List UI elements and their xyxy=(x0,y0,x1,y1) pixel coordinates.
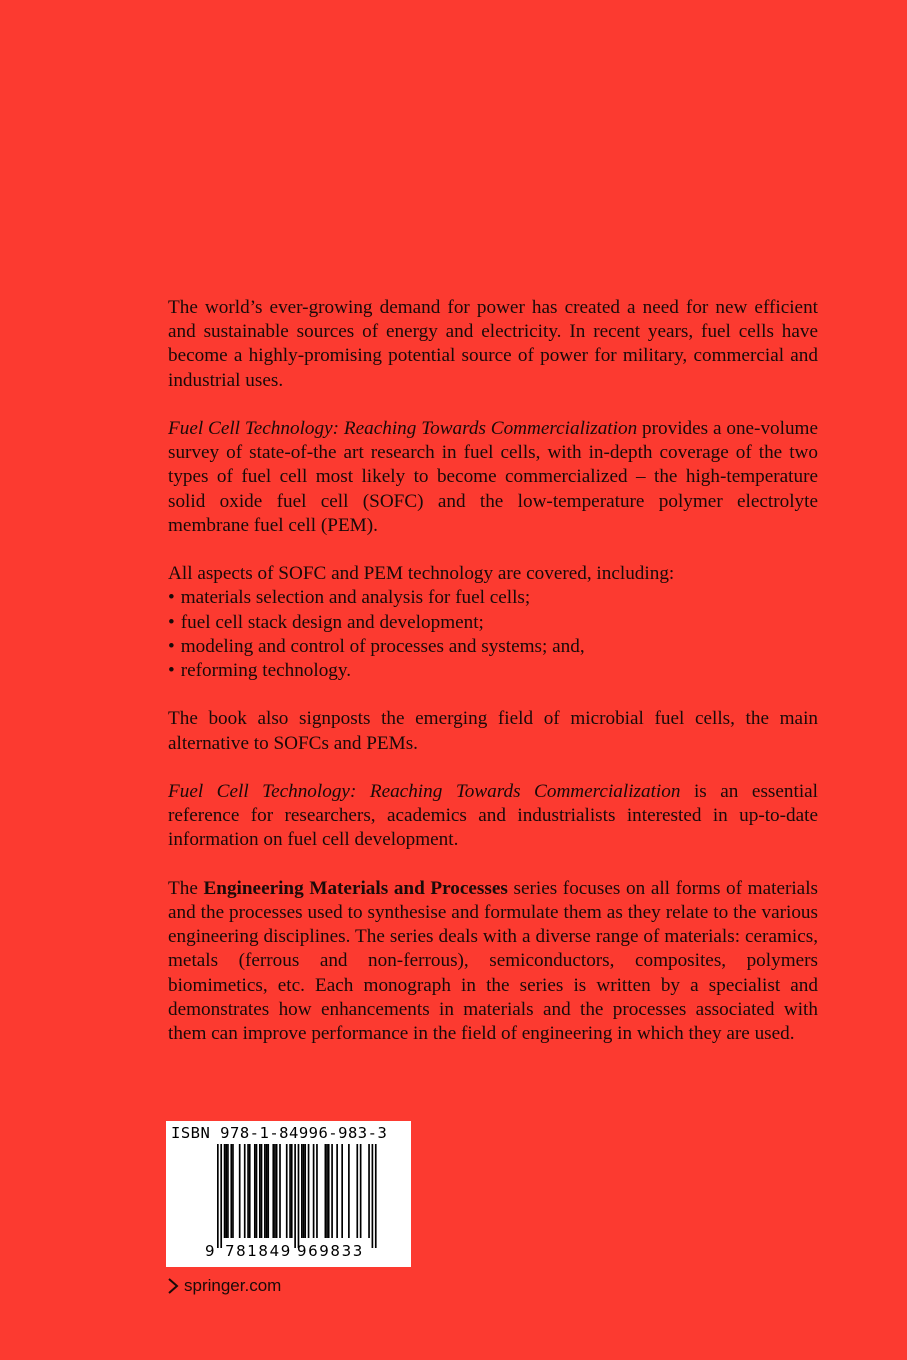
barcode-bar xyxy=(316,1144,318,1238)
barcode-bar xyxy=(286,1144,288,1238)
barcode-bar xyxy=(360,1144,362,1238)
barcode-bar xyxy=(249,1144,251,1238)
blurb-paragraph-overview xyxy=(168,417,818,538)
chevron-right-icon xyxy=(166,1276,180,1296)
blurb-paragraph-series xyxy=(168,877,818,1046)
barcode-left-digits: 781849 xyxy=(225,1242,292,1260)
barcode-bar xyxy=(301,1144,303,1238)
barcode-bar xyxy=(303,1144,305,1238)
barcode-bar xyxy=(375,1144,377,1248)
barcode-bar xyxy=(356,1144,358,1238)
blurb-paragraph-reference xyxy=(168,780,818,853)
barcode-bar xyxy=(274,1144,276,1238)
barcode-bar xyxy=(372,1144,374,1248)
barcode-bar xyxy=(348,1144,350,1238)
barcode-bar xyxy=(336,1144,338,1238)
barcode-bar xyxy=(244,1144,246,1238)
barcode-bar xyxy=(259,1144,261,1238)
barcode-bar xyxy=(247,1144,249,1238)
overview-text: provides a one-volume survey of state-of-the art research in fuel cells, with in-depth coverage of the two types of fuel cell most likely to become commercialized – the high-temperature solid oxide fuel cell (SOFC) and the low-temperature polymer electrolyte membrane fuel cell (PEM). xyxy=(168,418,819,536)
reference-text: is an essential reference for researchers, academics and industrialists interested in up-to-date information on fuel cell development. xyxy=(168,781,818,851)
list-item: • reforming technology. xyxy=(168,659,818,683)
barcode-bar xyxy=(225,1144,227,1238)
barcode-bar xyxy=(276,1144,278,1238)
barcode-bar xyxy=(266,1144,268,1238)
barcode-bar xyxy=(308,1144,310,1238)
barcode-bar xyxy=(279,1144,281,1238)
barcode-bar xyxy=(239,1144,241,1238)
series-text: series focuses on all forms of materials and the processes used to synthesise and formulate them as they relate to the various engineering disciplines. The series deals with a diverse range of materials: ceramics, metals (ferrous and non-ferrous), semiconductors, composites, polymers biomimetics, etc. Each monograph in the series is written by a specialist and demonstrates how enhancements in materials and the processes associated with them can improve performance in the field of engineering in which they are used. xyxy=(168,877,818,1045)
website-label: springer.com xyxy=(184,1276,282,1295)
blurb-paragraph-intro: The world’s ever-growing demand for power has created a need for new efficient and sustainable sources of energy and electricity. In recent years, fuel cells have become a highly-promising potential source of power for military, commercial and industrial uses. xyxy=(168,297,818,391)
barcode-bar xyxy=(272,1144,274,1238)
back-cover-blurb xyxy=(168,296,818,1070)
blurb-list-lead: All aspects of SOFC and PEM technology are covered, including: xyxy=(168,563,675,585)
barcode-bar xyxy=(325,1144,327,1238)
book-title-italic: Fuel Cell Technology: Reaching Towards Commercialization xyxy=(168,418,638,439)
barcode-bar xyxy=(256,1144,258,1238)
barcode-lead-digit: 9 xyxy=(205,1242,215,1260)
barcode-bar xyxy=(341,1144,343,1238)
barcode-bar xyxy=(328,1144,330,1238)
barcode-bar xyxy=(227,1144,229,1238)
barcode-bar xyxy=(267,1144,269,1238)
book-title-italic: Fuel Cell Technology: Reaching Towards Commercialization xyxy=(168,781,681,802)
series-name: Engineering Materials and Processes xyxy=(203,877,508,899)
barcode-bar xyxy=(291,1144,293,1238)
isbn-barcode xyxy=(166,1121,411,1267)
barcode-bar xyxy=(224,1144,226,1238)
isbn-label: ISBN 978-1-84996-983-3 xyxy=(171,1124,388,1142)
barcode-bar xyxy=(294,1144,296,1248)
barcode-right-digits: 969833 xyxy=(297,1242,364,1260)
barcode-bar xyxy=(264,1144,266,1238)
barcode-bar xyxy=(289,1144,291,1238)
barcode-bar xyxy=(230,1144,232,1238)
list-item: • modeling and control of processes and systems; and, xyxy=(168,635,818,659)
publisher-website[interactable] xyxy=(166,1276,281,1296)
barcode-bar xyxy=(304,1144,306,1238)
barcode-bar xyxy=(220,1144,222,1248)
barcode-bar xyxy=(298,1144,300,1248)
barcode-bar xyxy=(232,1144,234,1238)
barcode-bar xyxy=(254,1144,256,1238)
blurb-paragraph-microbial: The book also signposts the emerging field of microbial fuel cells, the main alternative to SOFCs and PEMs. xyxy=(168,708,818,754)
barcode-bars xyxy=(167,1144,410,1248)
list-item: • materials selection and analysis for fuel cells; xyxy=(168,586,818,610)
barcode-bar xyxy=(368,1144,370,1238)
barcode-bar xyxy=(261,1144,263,1238)
barcode-bar xyxy=(331,1144,333,1238)
list-item: • fuel cell stack design and development; xyxy=(168,611,818,635)
barcode-bar xyxy=(326,1144,328,1238)
topics-list xyxy=(168,586,818,683)
barcode-bar xyxy=(217,1144,219,1248)
series-pre: The xyxy=(168,877,204,899)
barcode-bar xyxy=(313,1144,315,1238)
